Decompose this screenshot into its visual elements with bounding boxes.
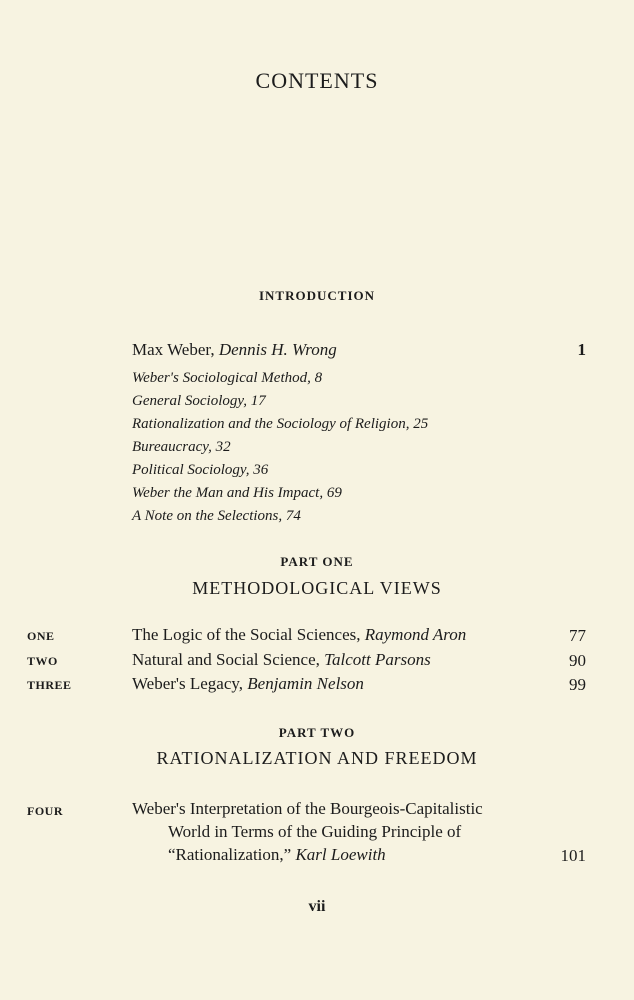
entry-author: Karl Loewith (295, 845, 386, 864)
entry-title: The Logic of the Social Sciences, (132, 625, 365, 644)
subsection-item: General Sociology, 17 (132, 393, 266, 409)
part-one-title: METHODOLOGICAL VIEWS (192, 578, 442, 598)
subsection-item: Weber the Man and His Impact, 69 (132, 485, 342, 501)
toc-entry-chapter-one (132, 625, 466, 645)
chapter-number: ONE (27, 629, 55, 643)
toc-entry-chapter-three (132, 674, 364, 694)
entry-author: Benjamin Nelson (247, 674, 364, 693)
part-two-title: RATIONALIZATION AND FREEDOM (156, 748, 478, 768)
subsection-item: Rationalization and the Sociology of Religion, 25 (132, 416, 429, 432)
chapter-number: TWO (27, 654, 58, 668)
bleed-through-text: ⠀ (80, 169, 91, 184)
page-title: CONTENTS (255, 68, 379, 93)
page-number: 77 (569, 626, 586, 645)
part-one-label: PART ONE (280, 554, 354, 569)
page-number: 90 (569, 651, 586, 670)
folio-page-number: vii (308, 898, 326, 915)
page-number: 99 (569, 675, 586, 694)
entry-title: Max Weber, (132, 340, 219, 359)
chapter-number: FOUR (27, 804, 63, 818)
toc-entry-introduction (132, 340, 337, 360)
chapter-number: THREE (27, 678, 72, 692)
subsection-item: Weber's Sociological Method, 8 (132, 370, 323, 386)
toc-entry-continuation (168, 845, 386, 865)
entry-author: Dennis H. Wrong (218, 340, 337, 359)
toc-entry-chapter-four: Weber's Interpretation of the Bourgeois-Capitalistic (132, 799, 483, 818)
subsection-item: Bureaucracy, 32 (132, 439, 231, 455)
toc-entry-chapter-two (132, 650, 431, 670)
introduction-label: INTRODUCTION (258, 288, 375, 303)
entry-author: Raymond Aron (364, 625, 467, 644)
page-number: 101 (560, 846, 586, 865)
toc-entry-continuation: World in Terms of the Guiding Principle of (168, 822, 462, 841)
entry-author: Talcott Parsons (324, 650, 431, 669)
subsection-item: Political Sociology, 36 (132, 462, 269, 478)
entry-title: Weber's Legacy, (132, 674, 248, 693)
entry-title: Natural and Social Science, (132, 650, 325, 669)
page-number: 1 (577, 340, 586, 359)
subsection-item: A Note on the Selections, 74 (132, 508, 301, 524)
part-two-label: PART TWO (278, 725, 356, 740)
entry-title: “Rationalization,” (168, 845, 296, 864)
